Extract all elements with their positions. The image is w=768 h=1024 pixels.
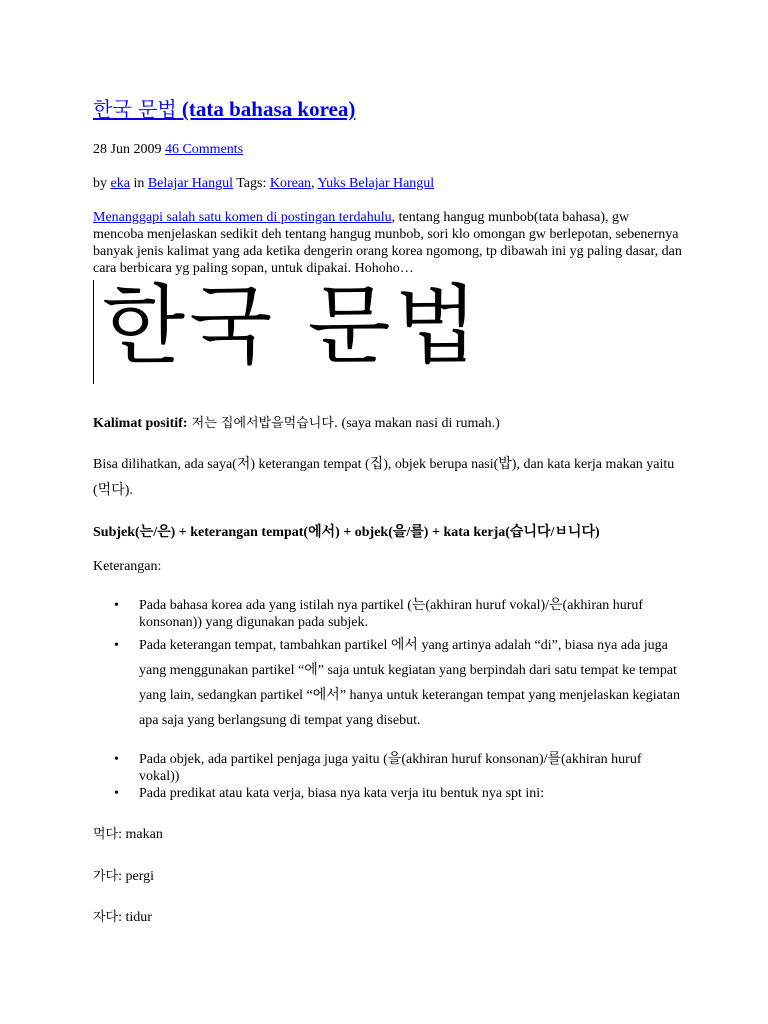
keterangan-heading: Keterangan: <box>93 559 162 574</box>
explanation-paragraph: Bisa dilihatkan, ada saya(저) keterangan tempat (집), objek berupa nasi(밥), dan kata kerja makan yaitu (먹다). <box>93 457 675 498</box>
list-item: • Pada keterangan tempat, tambahkan partikel 에서 yang artinya adalah “di”, biasa nya ada juga yang menggunakan partikel “에” saja untuk kegiatan yang berpindah dari satu tempat ke tempat yang lain, sedangkan partikel “에서” hanya untuk keterangan tempat yang menjelaskan kegiatan apa saja yang berlangsung di tempat yang disebut. <box>93 633 683 733</box>
post-meta-date <box>93 142 243 158</box>
post-title <box>93 93 355 122</box>
grammar-formula: Subjek(는/은) + keterangan tempat(에서) + objek(을/를) + kata kerja(습니다/ㅂ니다) <box>93 525 600 540</box>
tag-link-korean[interactable]: Korean <box>269 176 312 191</box>
verb-example <box>93 906 152 926</box>
post-date: 28 Jun 2009 <box>93 142 162 157</box>
by-label: by <box>93 176 107 191</box>
verb-meaning: : makan <box>118 827 163 842</box>
verb-korean: 자다 <box>93 910 119 925</box>
post-title-korean: 한국 문법 <box>93 97 177 121</box>
category-link[interactable]: Belajar Hangul <box>147 176 233 191</box>
verb-example <box>93 865 154 885</box>
verb-korean: 먹다 <box>93 827 119 842</box>
list-item: • Pada predikat atau kata verja, biasa nya kata verja itu bentuk nya spt ini: <box>93 785 683 802</box>
intro-text: , tentang hangug munbob(tata bahasa), gw mencoba menjelaskan sedikit deh tentang hangug munbob, sori klo omongan gw berlepotan, sebenernya banyak jenis kalimat yang ada ketika dengerin orang korea ngomong, tp dibawah ini yg paling dasar, dan cara berbicara yg paling sopan, untuk dipakai. Hohoho… <box>93 210 682 276</box>
positive-sentence-korean: 저는 집에서밥을먹습니다. <box>187 416 339 431</box>
banner-korean-text: 한국 문법 <box>102 276 482 376</box>
tag-link-yuks-belajar-hangul[interactable]: Yuks Belajar Hangul <box>317 176 435 191</box>
list-item: • Pada objek, ada partikel penjaga juga yaitu (을(akhiran huruf konsonan)/를(akhiran huruf vokal)) <box>93 751 683 785</box>
verb-korean: 가다 <box>93 869 119 884</box>
previous-post-link[interactable]: Menanggapi salah satu komen di postingan terdahulu <box>93 210 392 225</box>
tag-separator: , <box>311 176 315 191</box>
author-link[interactable]: eka <box>110 176 130 191</box>
intro-paragraph <box>93 209 683 277</box>
list-item: • Pada bahasa korea ada yang istilah nya partikel (는(akhiran huruf vokal)/은(akhiran huruf konsonan)) yang digunakan pada subjek. <box>93 597 683 631</box>
verb-meaning: : pergi <box>118 869 155 884</box>
post-title-latin: (tata bahasa korea) <box>181 97 356 121</box>
comments-link[interactable]: 46 Comments <box>164 142 244 157</box>
positive-sentence-label: Kalimat positif: <box>93 416 188 431</box>
positive-sentence <box>93 412 683 432</box>
notes-list <box>93 597 683 802</box>
hangul-banner-image <box>93 276 514 384</box>
positive-sentence-translation: (saya makan nasi di rumah.) <box>338 416 500 431</box>
tags-label: Tags: <box>236 176 267 191</box>
verb-example <box>93 823 163 843</box>
in-label: in <box>133 176 145 191</box>
post-title-link[interactable] <box>93 97 355 121</box>
post-meta-byline <box>93 176 434 192</box>
verb-meaning: : tidur <box>118 910 152 925</box>
